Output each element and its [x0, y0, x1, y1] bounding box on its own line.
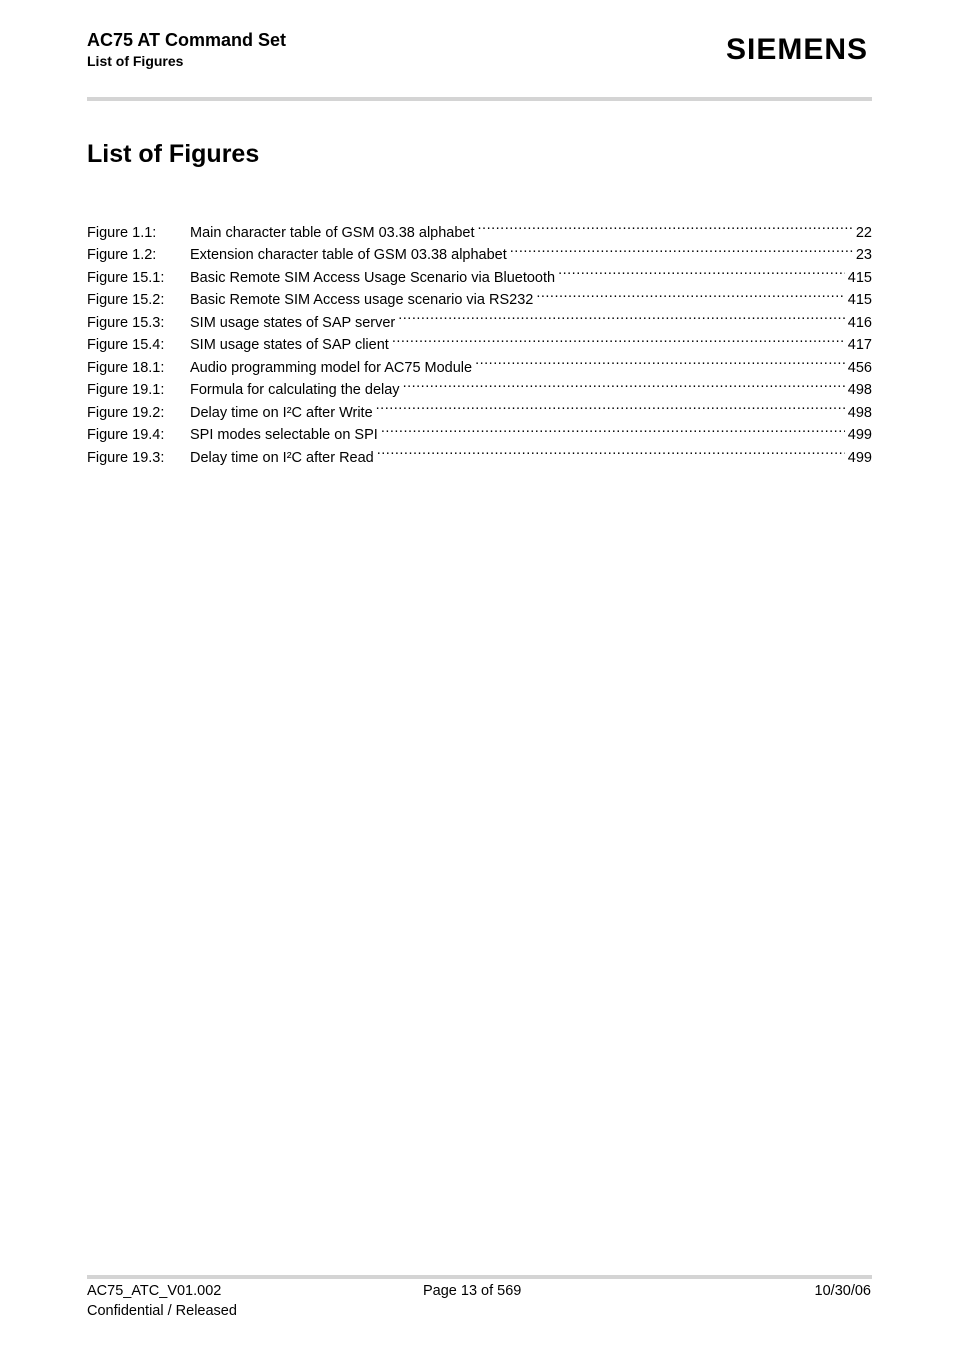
figure-number: Figure 1.2: [87, 247, 157, 263]
dot-leader [510, 237, 853, 260]
dot-leader [376, 394, 845, 417]
dot-leader [558, 259, 845, 282]
figure-page[interactable]: 23 [855, 247, 872, 263]
siemens-logo: SIEMENS [726, 33, 869, 66]
list-item[interactable] [87, 214, 872, 241]
figure-title[interactable]: SIM usage states of SAP server [190, 314, 396, 331]
figure-page[interactable]: 415 [847, 292, 872, 308]
dot-leader [403, 372, 845, 395]
header-divider [87, 97, 872, 101]
footer-date: 10/30/06 [814, 1283, 871, 1299]
document-title: AC75 AT Command Set [87, 30, 287, 50]
figure-title[interactable]: SIM usage states of SAP client [190, 337, 389, 353]
figure-page[interactable]: 499 [847, 427, 872, 443]
footer-divider [87, 1275, 872, 1279]
figures-list [87, 214, 872, 466]
dot-leader [478, 214, 853, 237]
dot-leader [381, 417, 845, 440]
figure-number: Figure 15.3: [87, 314, 165, 331]
page-title: List of Figures [87, 140, 260, 168]
dot-leader [398, 304, 845, 327]
dot-leader [392, 327, 845, 350]
figure-title[interactable]: Basic Remote SIM Access usage scenario via RS232 [190, 292, 534, 308]
figure-number: Figure 19.3: [87, 449, 165, 466]
figure-title[interactable]: Basic Remote SIM Access Usage Scenario via Bluetooth [190, 269, 556, 286]
figure-page[interactable]: 456 [847, 359, 872, 376]
figure-title[interactable]: Main character table of GSM 03.38 alphabet [190, 224, 475, 241]
figure-page[interactable]: 22 [855, 224, 872, 241]
figure-number: Figure 1.1: [87, 224, 157, 241]
figure-number: Figure 15.1: [87, 269, 165, 286]
figure-title[interactable]: Audio programming model for AC75 Module [190, 359, 473, 376]
dot-leader [536, 282, 844, 305]
figure-title[interactable]: Delay time on I²C after Write [190, 404, 373, 421]
footer-page-number: Page 13 of 569 [423, 1283, 522, 1299]
figure-title[interactable]: Delay time on I²C after Read [190, 449, 374, 466]
figure-page[interactable]: 498 [847, 404, 872, 421]
dot-leader [377, 439, 845, 462]
figure-number: Figure 19.4: [87, 427, 165, 443]
figure-page[interactable]: 417 [847, 337, 872, 353]
figure-page[interactable]: 499 [847, 449, 872, 466]
figure-number: Figure 15.2: [87, 292, 165, 308]
figure-number: Figure 19.1: [87, 382, 165, 398]
section-subtitle: List of Figures [87, 53, 184, 69]
dot-leader [475, 349, 845, 372]
figure-title[interactable]: Extension character table of GSM 03.38 alphabet [190, 247, 507, 263]
figure-title[interactable]: SPI modes selectable on SPI [190, 427, 378, 443]
figure-number: Figure 18.1: [87, 359, 165, 376]
figure-page[interactable]: 415 [847, 269, 872, 286]
figure-page[interactable]: 416 [847, 314, 872, 331]
figure-page[interactable]: 498 [847, 382, 872, 398]
footer-status: Confidential / Released [87, 1303, 237, 1319]
figure-number: Figure 15.4: [87, 337, 165, 353]
footer-doc-id: AC75_ATC_V01.002 [87, 1283, 222, 1299]
figure-title[interactable]: Formula for calculating the delay [190, 382, 400, 398]
figure-number: Figure 19.2: [87, 404, 165, 421]
